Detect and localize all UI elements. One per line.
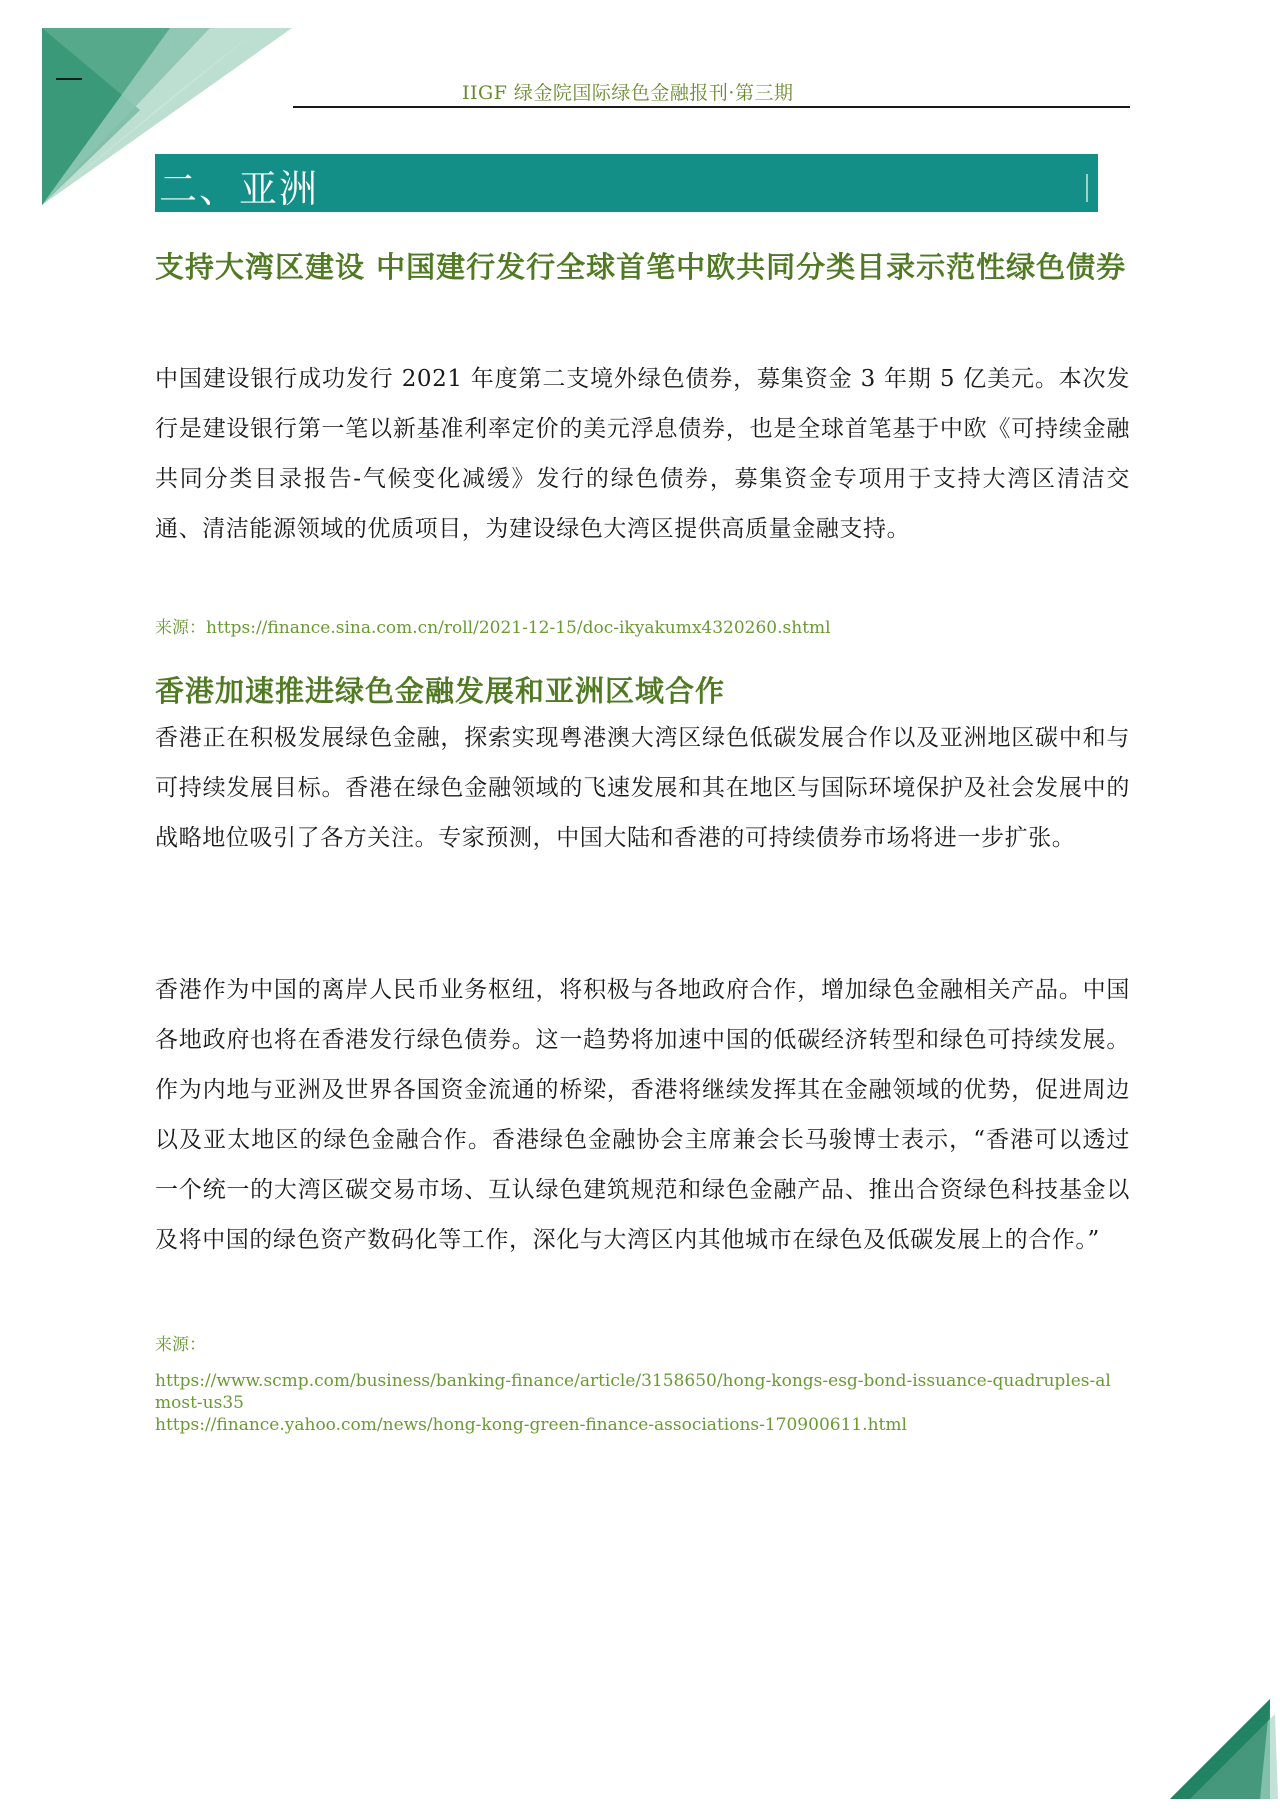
source-label: 来源： [155,1335,206,1355]
article-2 [155,668,1130,714]
section-title: 二、亚洲 [159,167,320,211]
article-1-body [155,354,1130,554]
source-label: 来源： [155,618,206,638]
section-bar-mark [1086,174,1088,202]
article-2-body-2 [155,965,1130,1265]
header-dash [56,78,82,80]
article-paragraph: 香港作为中国的离岸人民币业务枢纽，将积极与各地政府合作，增加绿色金融相关产品。中国各地政府也将在香港发行绿色债券。这一趋势将加速中国的低碳经济转型和绿色可持续发展。作为内地与亚洲及世界各国资金流通的桥梁，香港将继续发挥其在金融领域的优势，促进周边以及亚太地区的绿色金融合作。香港绿色金融协会主席兼会长马骏博士表示，“香港可以透过一个统一的大湾区碳交易市场、互认绿色建筑规范和绿色金融产品、推出合资绿色科技基金以及将中国的绿色资产数码化等工作，深化与大湾区内其他城市在绿色及低碳发展上的合作。” [155,977,1130,1253]
header-title: IIGF 绿金院国际绿色金融报刊·第三期 [462,82,794,104]
article-heading: 香港加速推进绿色金融发展和亚洲区域合作 [155,674,726,708]
article-1-source [155,617,1130,639]
article-2-body-1 [155,713,1130,863]
header-rule [293,106,1130,108]
article-1 [155,244,1130,290]
source-line [155,617,1130,639]
article-2-source-links [155,1370,1115,1436]
corner-decoration-bottom-right [1160,1689,1280,1809]
source-link[interactable]: https://www.scmp.com/business/banking-finance/article/3158650/hong-kongs-esg-bond-issuance-quadruples-almost-us35 [155,1371,1111,1413]
article-paragraph: 中国建设银行成功发行 2021 年度第二支境外绿色债券，募集资金 3 年期 5 亿美元。本次发行是建设银行第一笔以新基准利率定价的美元浮息债券，也是全球首笔基于中欧《可持续金融共同分类目录报告-气候变化减缓》发行的绿色债券，募集资金专项用于支持大湾区清洁交通、清洁能源领域的优质项目，为建设绿色大湾区提供高质量金融支持。 [155,366,1130,542]
article-heading: 支持大湾区建设 中国建行发行全球首笔中欧共同分类目录示范性绿色债券 [155,250,1127,284]
source-link[interactable]: https://finance.yahoo.com/news/hong-kong-green-finance-associations-170900611.html [155,1415,907,1435]
section-title-bar [155,154,1098,212]
article-2-source [155,1334,1130,1356]
article-paragraph: 香港正在积极发展绿色金融，探索实现粤港澳大湾区绿色低碳发展合作以及亚洲地区碳中和与可持续发展目标。香港在绿色金融领域的飞速发展和其在地区与国际环境保护及社会发展中的战略地位吸引了各方关注。专家预测，中国大陆和香港的可持续债券市场将进一步扩张。 [155,725,1130,851]
source-link[interactable]: https://finance.sina.com.cn/roll/2021-12-15/doc-ikyakumx4320260.shtml [206,618,831,638]
